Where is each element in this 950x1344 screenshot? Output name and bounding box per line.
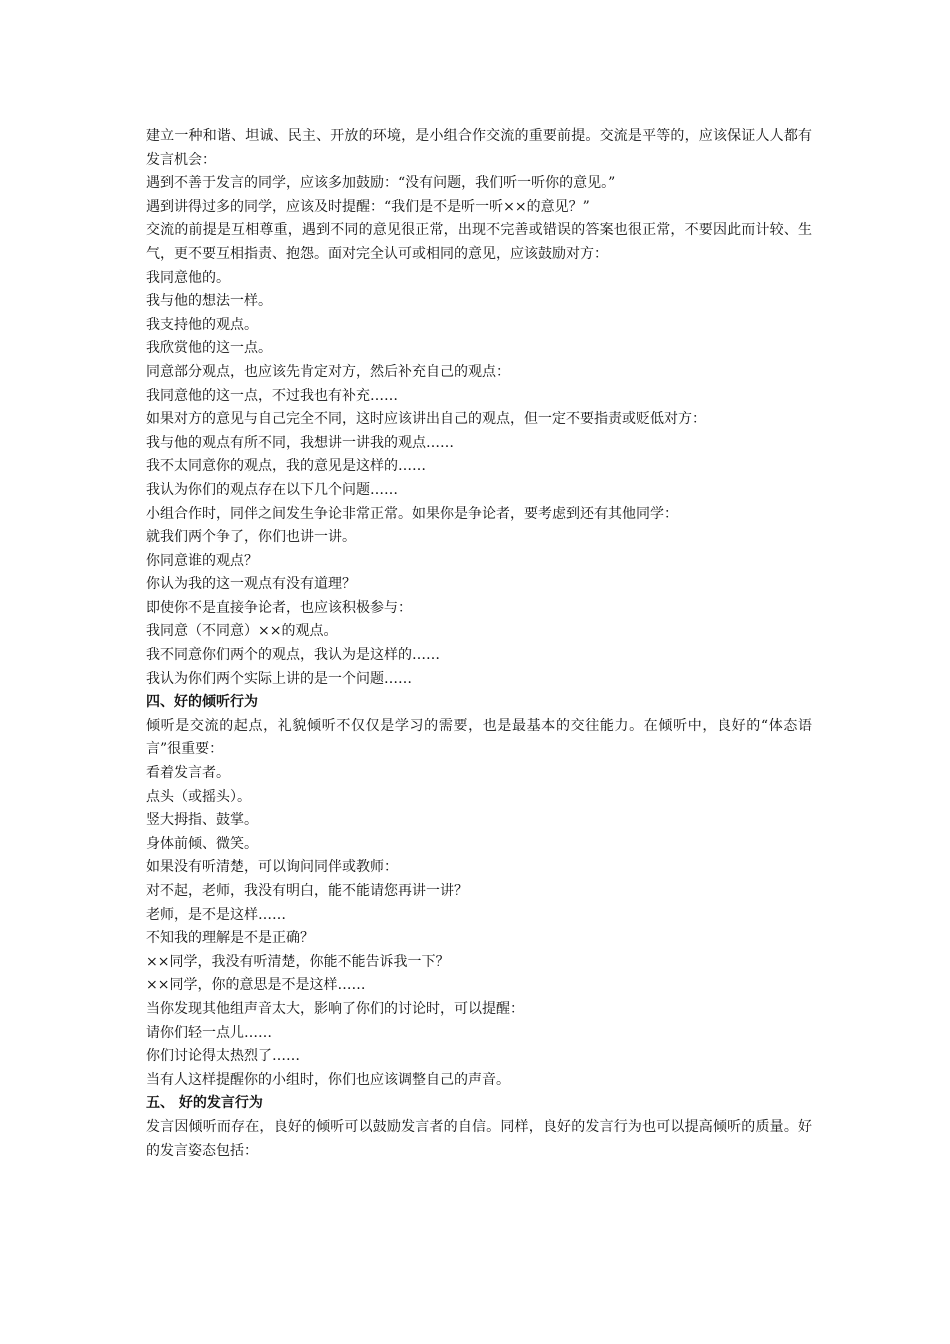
paragraph-environment: 建立一种和谐、坦诚、民主、开放的环境，是小组合作交流的重要前提。交流是平等的，应该保证人人都有发言机会： — [146, 128, 812, 168]
text-line: 对不起，老师，我没有明白，能不能请您再讲一讲？ — [146, 883, 468, 899]
text-line: 同意部分观点，也应该先肯定对方，然后补充自己的观点： — [146, 363, 510, 380]
text-line: 你同意谁的观点？ — [146, 552, 258, 569]
text-line: ××同学，你的意思是不是这样…… — [146, 977, 366, 994]
text-line: 遇到讲得过多的同学，应该及时提醒：“我们是不是听一听××的意见？” — [146, 198, 590, 215]
text-line: 当你发现其他组声音太大，影响了你们的讨论时，可以提醒： — [146, 1000, 524, 1017]
text-line: 我同意（不同意）××的观点。 — [146, 623, 338, 640]
text-line: 我同意他的这一点，不过我也有补充…… — [146, 387, 398, 404]
section-heading-speaking: 五、 好的发言行为 — [146, 1095, 263, 1112]
text-line: 看着发言者。 — [146, 765, 230, 782]
paragraph-speaking: 发言因倾听而存在，良好的倾听可以鼓励发言者的自信。同样，良好的发言行为也可以提高倾听的质量。好的发言姿态包括： — [146, 1118, 812, 1159]
section-heading-listening: 四、好的倾听行为 — [146, 694, 258, 711]
text-line: 我与他的观点有所不同，我想讲一讲我的观点…… — [146, 434, 454, 451]
text-line: 老师，是不是这样…… — [146, 906, 286, 923]
text-line: 遇到不善于发言的同学，应该多加鼓励：“没有问题，我们听一听你的意见。” — [146, 175, 616, 192]
text-line: 我认为你们的观点存在以下几个问题…… — [146, 481, 398, 498]
text-line: 我同意他的。 — [146, 269, 230, 286]
text-line: 如果对方的意见与自己完全不同，这时应该讲出自己的观点，但一定不要指责或贬低对方： — [146, 411, 706, 428]
text-line: 当有人这样提醒你的小组时，你们也应该调整自己的声音。 — [146, 1071, 510, 1088]
text-line: 我认为你们两个实际上讲的是一个问题…… — [146, 670, 412, 687]
text-line: 就我们两个争了，你们也讲一讲。 — [146, 529, 356, 546]
text-line: 我与他的想法一样。 — [146, 293, 272, 310]
text-line: 你们讨论得太热烈了…… — [146, 1048, 300, 1065]
paragraph-respect: 交流的前提是互相尊重，遇到不同的意见很正常，出现不完善或错误的答案也很正常，不要因此而计较、生气，更不要互相指责、抱怨。面对完全认可或相同的意见，应该鼓励对方： — [146, 222, 812, 262]
text-line: 我支持他的观点。 — [146, 316, 258, 333]
text-line: 我不太同意你的观点，我的意见是这样的…… — [146, 458, 426, 475]
text-line: 你认为我的这一观点有没有道理？ — [146, 576, 356, 593]
text-line: 竖大拇指、鼓掌。 — [146, 812, 258, 829]
text-line: 如果没有听清楚，可以询问同伴或教师： — [146, 859, 398, 876]
text-line: 即使你不是直接争论者，也应该积极参与： — [146, 599, 412, 616]
text-line: 我不同意你们两个的观点，我认为是这样的…… — [146, 647, 440, 664]
document-body — [146, 125, 812, 1163]
paragraph-listening: 倾听是交流的起点，礼貌倾听不仅仅是学习的需要，也是最基本的交往能力。在倾听中，良好的“体态语言”很重要： — [146, 717, 812, 758]
text-line: ××同学，我没有听清楚，你能不能告诉我一下？ — [146, 953, 450, 970]
text-line: 请你们轻一点儿…… — [146, 1024, 272, 1041]
text-line: 我欣赏他的这一点。 — [146, 340, 272, 357]
text-line: 身体前倾、微笑。 — [146, 835, 258, 852]
text-line: 小组合作时，同伴之间发生争论非常正常。如果你是争论者，要考虑到还有其他同学： — [146, 505, 678, 522]
text-line: 不知我的理解是不是正确？ — [146, 930, 314, 947]
text-line: 点头（或摇头）。 — [146, 788, 251, 805]
